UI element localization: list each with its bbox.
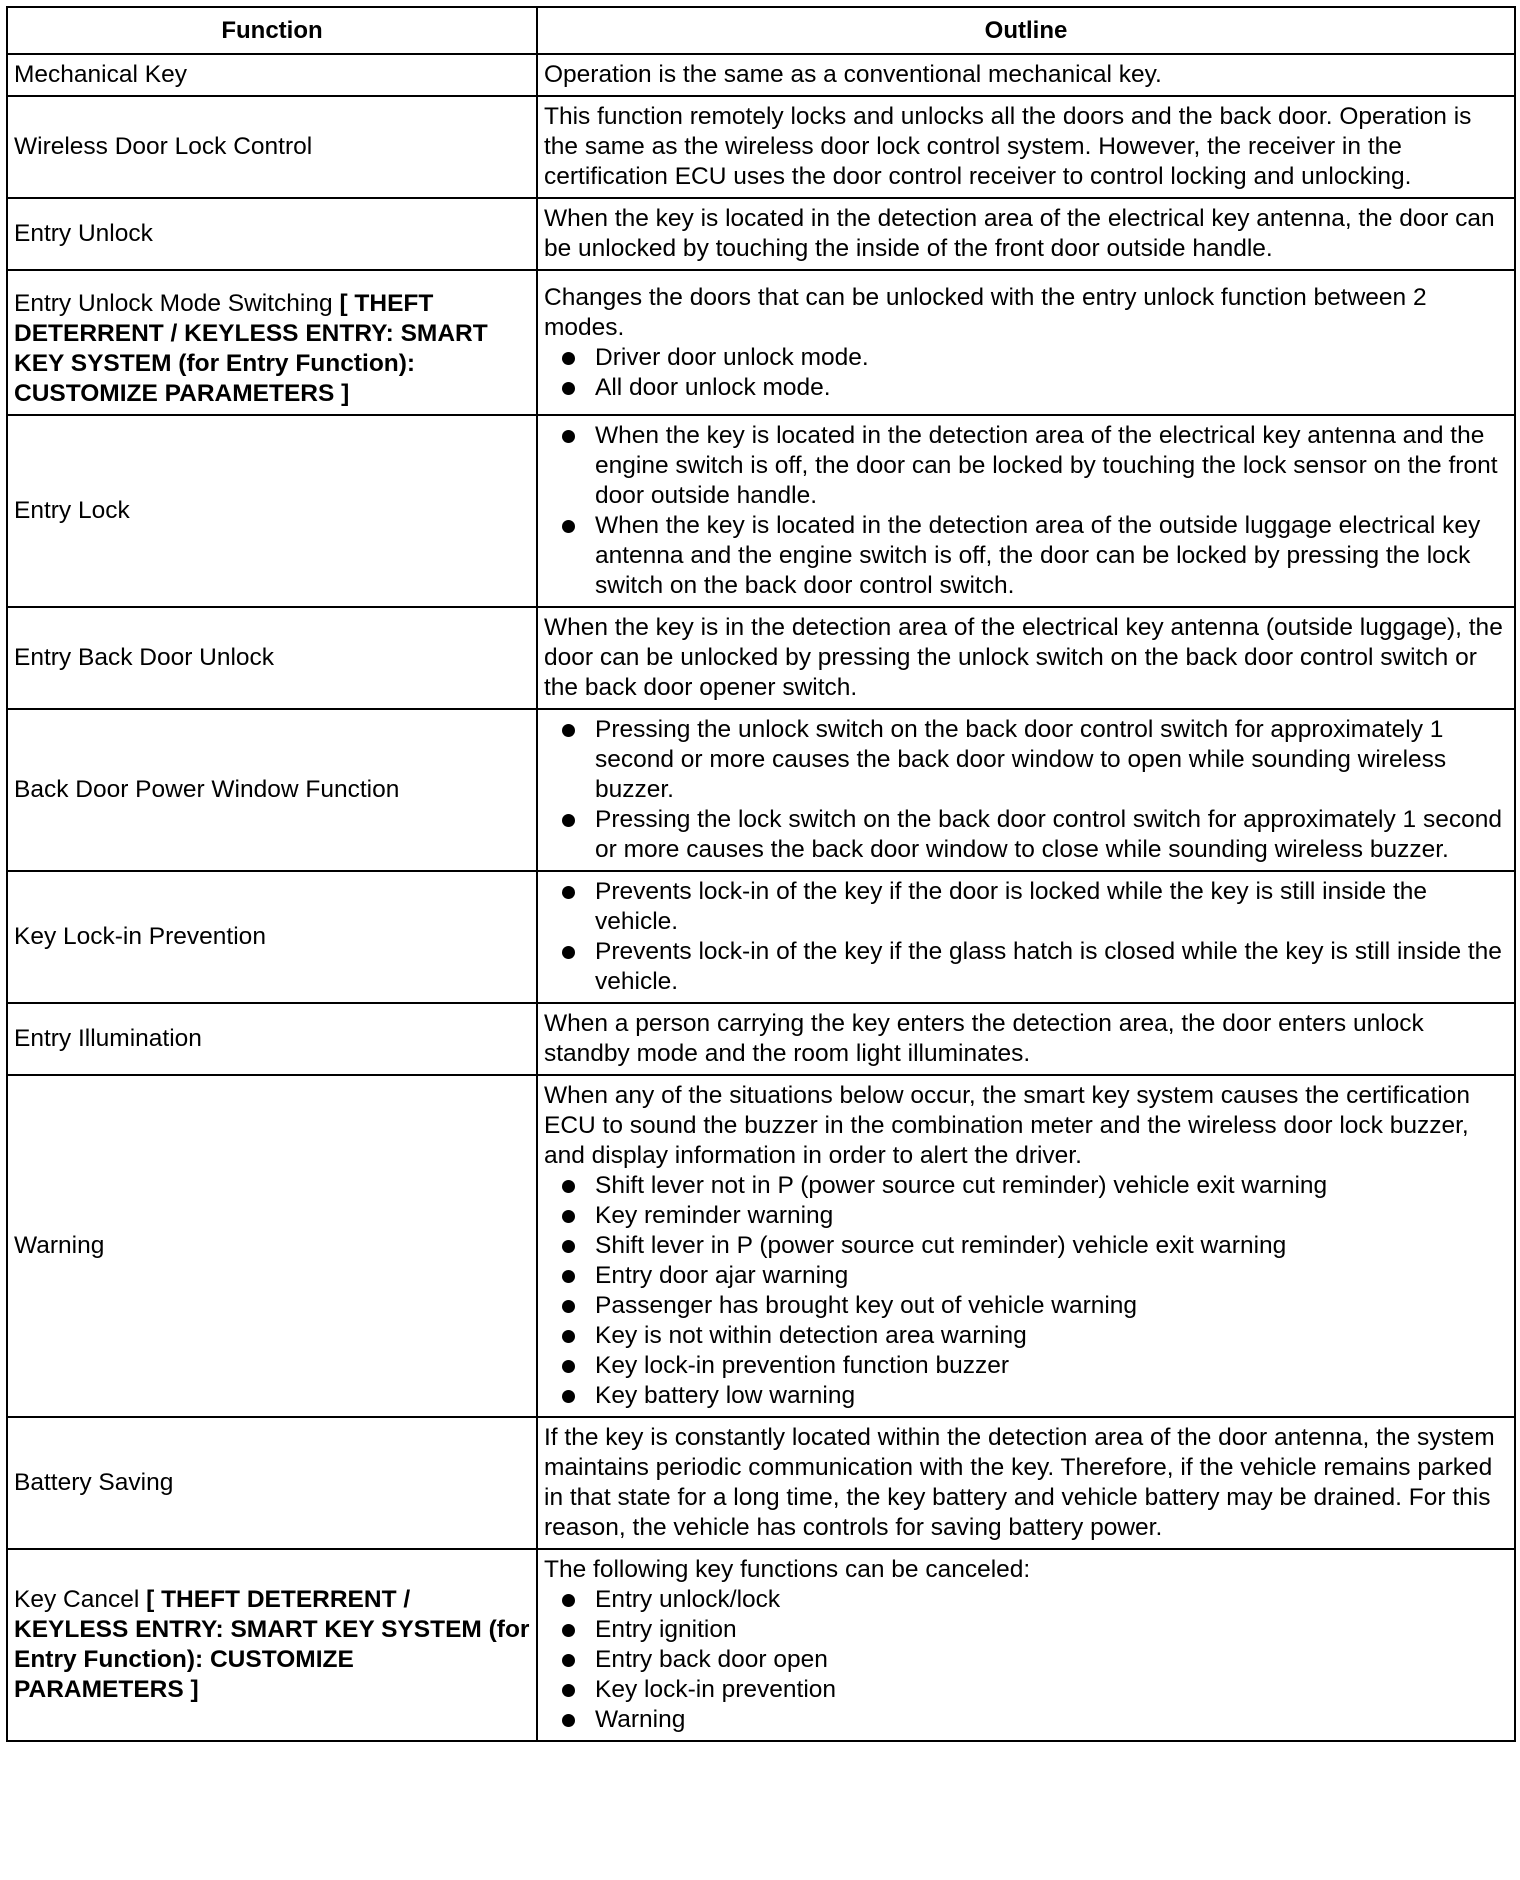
bullet-item: Entry unlock/lock xyxy=(544,1585,1508,1615)
bullet-item: When the key is located in the detection area of the outside luggage electrical key antenna and the engine switch is off, the door can be locked by pressing the lock switch on the back door control switch. xyxy=(544,511,1508,601)
bullet-list xyxy=(544,715,1508,865)
outline-cell xyxy=(537,1549,1515,1741)
bullet-item: Key lock-in prevention xyxy=(544,1675,1508,1705)
function-name: Entry Unlock xyxy=(14,220,153,247)
table-row xyxy=(7,709,1515,871)
outline-text: When any of the situations below occur, the smart key system causes the certification ECU to sound the buzzer in the combination meter and the wireless door lock buzzer, and display information in order to alert the driver. xyxy=(544,1082,1470,1169)
table-row xyxy=(7,1075,1515,1417)
outline-text: When a person carrying the key enters the detection area, the door enters unlock standby mode and the room light illuminates. xyxy=(544,1010,1424,1067)
function-name: Back Door Power Window Function xyxy=(14,776,400,803)
outline-text: This function remotely locks and unlocks all the doors and the back door. Operation is the same as the wireless door lock control system. However, the receiver in the certification ECU uses the door control receiver to control locking and unlocking. xyxy=(544,103,1472,190)
function-name: Mechanical Key xyxy=(14,61,187,88)
table-row xyxy=(7,54,1515,96)
function-name: Key Cancel xyxy=(14,1586,147,1613)
outline-cell xyxy=(537,54,1515,96)
bullet-item: Key is not within detection area warning xyxy=(544,1321,1508,1351)
bullet-item: Pressing the lock switch on the back door control switch for approximately 1 second or more causes the back door window to close while sounding wireless buzzer. xyxy=(544,805,1508,865)
outline-text: Operation is the same as a conventional mechanical key. xyxy=(544,61,1162,88)
outline-cell xyxy=(537,607,1515,709)
outline-column-header: Outline xyxy=(537,7,1515,54)
bullet-item: Entry door ajar warning xyxy=(544,1261,1508,1291)
table-row xyxy=(7,96,1515,198)
table-row xyxy=(7,1003,1515,1075)
table-row xyxy=(7,415,1515,607)
bullet-list xyxy=(544,1171,1508,1411)
function-name: Entry Back Door Unlock xyxy=(14,644,275,671)
bullet-item: Prevents lock-in of the key if the glass hatch is closed while the key is still inside the vehicle. xyxy=(544,937,1508,997)
function-name: Warning xyxy=(14,1232,105,1259)
function-cell xyxy=(7,1549,537,1741)
function-name: Battery Saving xyxy=(14,1469,174,1496)
outline-cell xyxy=(537,415,1515,607)
function-cell xyxy=(7,1003,537,1075)
bullet-item: Key battery low warning xyxy=(544,1381,1508,1411)
outline-cell xyxy=(537,96,1515,198)
bullet-item: Key lock-in prevention function buzzer xyxy=(544,1351,1508,1381)
table-row xyxy=(7,607,1515,709)
outline-cell xyxy=(537,1417,1515,1549)
function-name: Key Lock-in Prevention xyxy=(14,923,266,950)
bullet-item: Shift lever not in P (power source cut reminder) vehicle exit warning xyxy=(544,1171,1508,1201)
bullet-item: Shift lever in P (power source cut reminder) vehicle exit warning xyxy=(544,1231,1508,1261)
outline-cell xyxy=(537,270,1515,415)
function-cell xyxy=(7,709,537,871)
table-row xyxy=(7,1417,1515,1549)
bullet-list xyxy=(544,343,1508,403)
function-cell xyxy=(7,1075,537,1417)
outline-cell xyxy=(537,871,1515,1003)
function-column-header: Function xyxy=(7,7,537,54)
outline-text: Changes the doors that can be unlocked with the entry unlock function between 2 modes. xyxy=(544,283,1427,341)
bullet-list xyxy=(544,421,1508,601)
function-cell xyxy=(7,198,537,270)
bullet-list xyxy=(544,877,1508,997)
customize-parameters-link[interactable]: [ THEFT DETERRENT / KEYLESS ENTRY: SMART KEY SYSTEM (for Entry Function): CUSTOMIZE PARAMETERS ] xyxy=(14,290,488,407)
function-cell xyxy=(7,270,537,415)
function-cell xyxy=(7,607,537,709)
outline-text: The following key functions can be canceled: xyxy=(544,1556,1031,1583)
bullet-item: Passenger has brought key out of vehicle warning xyxy=(544,1291,1508,1321)
bullet-item: Entry ignition xyxy=(544,1615,1508,1645)
outline-text: If the key is constantly located within the detection area of the door antenna, the system maintains periodic communication with the key. Therefore, if the vehicle remains parked in that state for a long time, the key battery and vehicle battery may be drained. For this reason, the vehicle has controls for saving battery power. xyxy=(544,1424,1495,1541)
table-row xyxy=(7,871,1515,1003)
function-outline-table xyxy=(6,6,1516,1742)
function-cell xyxy=(7,96,537,198)
outline-cell xyxy=(537,1003,1515,1075)
function-name: Entry Unlock Mode Switching xyxy=(14,290,340,317)
table-row xyxy=(7,198,1515,270)
function-name: Entry Lock xyxy=(14,497,130,524)
bullet-item: Entry back door open xyxy=(544,1645,1508,1675)
bullet-item: Pressing the unlock switch on the back door control switch for approximately 1 second or more causes the back door window to open while sounding wireless buzzer. xyxy=(544,715,1508,805)
table-row xyxy=(7,1549,1515,1741)
bullet-list xyxy=(544,1585,1508,1735)
table-row xyxy=(7,270,1515,415)
bullet-item: Prevents lock-in of the key if the door is locked while the key is still inside the vehicle. xyxy=(544,877,1508,937)
function-cell xyxy=(7,54,537,96)
function-cell xyxy=(7,415,537,607)
bullet-item: All door unlock mode. xyxy=(544,373,1508,403)
customize-parameters-link[interactable]: [ THEFT DETERRENT / KEYLESS ENTRY: SMART KEY SYSTEM (for Entry Function): CUSTOMIZE PARAMETERS ] xyxy=(14,1586,530,1703)
outline-text: When the key is located in the detection area of the electrical key antenna, the door can be unlocked by touching the inside of the front door outside handle. xyxy=(544,205,1495,262)
outline-cell xyxy=(537,1075,1515,1417)
bullet-item: When the key is located in the detection area of the electrical key antenna and the engine switch is off, the door can be locked by touching the lock sensor on the front door outside handle. xyxy=(544,421,1508,511)
outline-cell xyxy=(537,198,1515,270)
bullet-item: Warning xyxy=(544,1705,1508,1735)
bullet-item: Driver door unlock mode. xyxy=(544,343,1508,373)
function-name: Entry Illumination xyxy=(14,1025,202,1052)
outline-cell xyxy=(537,709,1515,871)
bullet-item: Key reminder warning xyxy=(544,1201,1508,1231)
function-cell xyxy=(7,871,537,1003)
function-name: Wireless Door Lock Control xyxy=(14,133,313,160)
outline-text: When the key is in the detection area of the electrical key antenna (outside luggage), the door can be unlocked by pressing the unlock switch on the back door control switch or the back door opener switch. xyxy=(544,614,1503,701)
header-row xyxy=(7,7,1515,54)
function-cell xyxy=(7,1417,537,1549)
